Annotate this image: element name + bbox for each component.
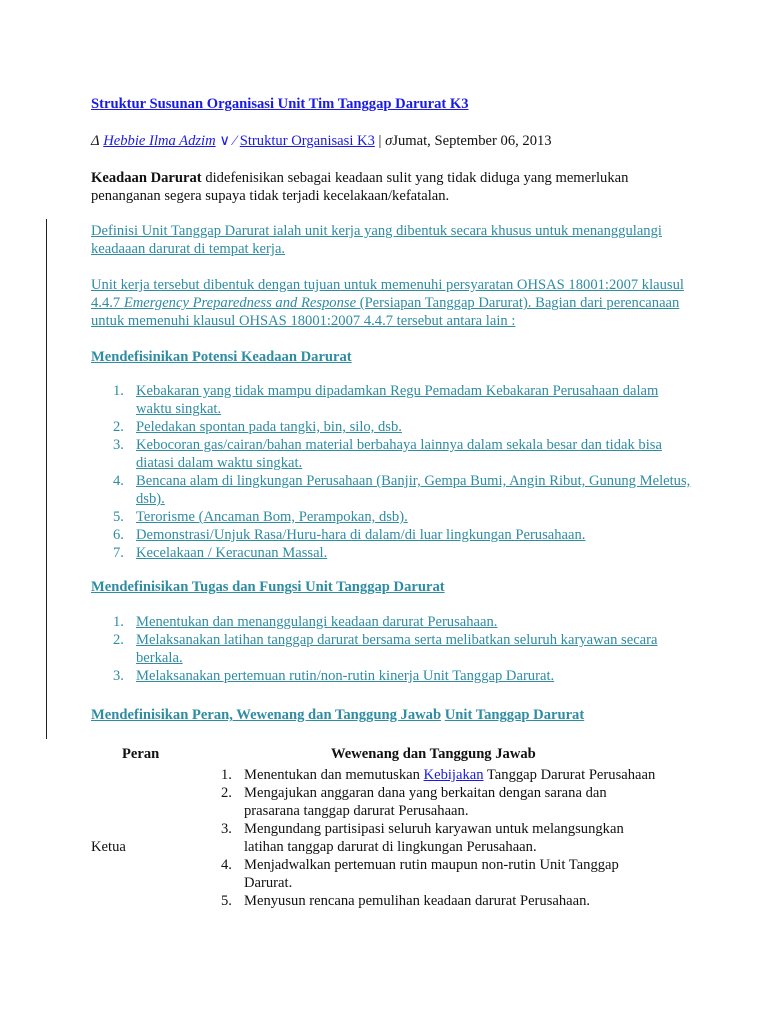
list-item[interactable] (91, 631, 691, 667)
list-number: 3. (113, 437, 124, 453)
list-number: 6. (113, 527, 124, 543)
list-item-link[interactable]: Melaksanakan pertemuan rutin/non-rutin kinerja Unit Tanggap Darurat. (136, 668, 555, 684)
list-item[interactable] (91, 472, 691, 508)
post-date: Jumat, September 06, 2013 (392, 133, 552, 149)
table-header-wewenang: Wewenang dan Tanggung Jawab (331, 746, 536, 762)
duty-text: Menyusun rencana pemulihan keadaan darurat Perusahaan. (244, 893, 591, 909)
category-icon: ∨ ⁄ (219, 133, 237, 149)
list-item-link[interactable]: Menentukan dan menanggulangi keadaan darurat Perusahaan. (136, 614, 498, 630)
purpose-text-after: (Persiapan Tanggap Darurat). Bagian dari perencanaan untuk memenuhi klausul OHSAS 18001:2007 4.4.7 tersebut antara lain : (91, 295, 680, 329)
tugas-list (91, 613, 691, 685)
intro-text: didefenisikan sebagai keadaan sulit yang tidak diduga yang memerlukan penanganan segera supaya tidak terjadi kecelakaan/kefatalan. (91, 170, 629, 204)
article-meta (91, 132, 691, 150)
purpose-text-italic: Emergency Preparedness and Response (123, 295, 357, 311)
duty-item (200, 892, 660, 910)
list-number: 1. (113, 383, 124, 399)
duty-number: 1. (221, 767, 232, 783)
section-heading-peran (91, 706, 691, 724)
table-header-peran: Peran (122, 746, 160, 762)
duty-text: Menjadwalkan pertemuan rutin maupun non-rutin Unit Tanggap Darurat. (244, 857, 619, 891)
duty-item (200, 766, 660, 784)
duty-item (200, 820, 660, 856)
list-item[interactable] (91, 508, 691, 526)
list-number: 5. (113, 509, 124, 525)
duty-text: Mengajukan anggaran dana yang berkaitan dengan sarana dan prasarana tanggap darurat Perusahaan. (244, 785, 607, 819)
date-icon: σ (385, 133, 393, 149)
duties-list (200, 766, 660, 910)
category-link[interactable]: Struktur Organisasi K3 (239, 133, 375, 149)
section-heading-peran-link[interactable]: Mendefinisikan Peran, Wewenang dan Tanggung Jawab (91, 707, 442, 723)
list-item[interactable] (91, 526, 691, 544)
list-item[interactable] (91, 418, 691, 436)
list-item-link[interactable]: Bencana alam di lingkungan Perusahaan (Banjir, Gempa Bumi, Angin Ribut, Gunung Meletus, dsb). (136, 473, 691, 507)
duty-text-after: Tanggap Darurat Perusahaan (483, 767, 656, 783)
duty-item (200, 856, 660, 892)
list-number: 4. (113, 473, 124, 489)
list-item-link[interactable]: Terorisme (Ancaman Bom, Perampokan, dsb). (136, 509, 408, 525)
intro-term: Keadaan Darurat (91, 170, 202, 186)
duty-number: 3. (221, 821, 232, 837)
potensi-list (91, 382, 691, 562)
list-item-link[interactable]: Melaksanakan latihan tanggap darurat bersama serta melibatkan seluruh karyawan secara berkala. (136, 632, 658, 666)
list-item[interactable] (91, 436, 691, 472)
list-number: 2. (113, 632, 124, 648)
kebijakan-link[interactable]: Kebijakan (423, 767, 484, 783)
intro-paragraph (91, 169, 691, 205)
duty-text: Menentukan dan memutuskan (244, 767, 424, 783)
list-number: 7. (113, 545, 124, 561)
definition-link[interactable]: Definisi Unit Tanggap Darurat ialah unit kerja yang dibentuk secara khusus untuk menanggulangi keadaaan darurat di tempat kerja. (91, 223, 662, 257)
duty-item (200, 784, 660, 820)
table-role-ketua: Ketua (91, 839, 126, 855)
list-item[interactable] (91, 613, 691, 631)
list-item-link[interactable]: Peledakan spontan pada tangki, bin, silo, dsb. (136, 419, 402, 435)
list-item[interactable] (91, 382, 691, 418)
list-item[interactable] (91, 544, 691, 562)
duty-text: Mengundang partisipasi seluruh karyawan untuk melangsungkan latihan tanggap darurat di lingkungan Perusahaan. (244, 821, 624, 855)
list-number: 1. (113, 614, 124, 630)
margin-rule (46, 219, 47, 739)
section-heading-potensi[interactable]: Mendefisinikan Potensi Keadaan Darurat (91, 349, 352, 365)
list-item-link[interactable]: Kebocoran gas/cairan/bahan material berbahaya lainnya dalam sekala besar dan tidak bisa diatasi dalam waktu singkat. (136, 437, 662, 471)
purpose-text-before: Unit kerja tersebut dibentuk dengan tujuan untuk memenuhi persyaratan OHSAS 18001:2007 klausul 4.4.7 (91, 277, 684, 311)
article-title-link[interactable]: Struktur Susunan Organisasi Unit Tim Tanggap Darurat K3 (91, 96, 469, 112)
author-link[interactable]: Hebbie Ilma Adzim (103, 133, 216, 149)
list-number: 3. (113, 668, 124, 684)
author-icon: Δ (91, 133, 100, 149)
meta-separator: | (378, 133, 382, 149)
section-heading-tugas[interactable]: Mendefinisikan Tugas dan Fungsi Unit Tanggap Darurat (91, 579, 445, 595)
list-item-link[interactable]: Kebakaran yang tidak mampu dipadamkan Regu Pemadam Kebakaran Perusahaan dalam waktu singkat. (136, 383, 659, 417)
list-item[interactable] (91, 667, 691, 685)
purpose-link[interactable] (91, 276, 691, 330)
list-item-link[interactable]: Demonstrasi/Unjuk Rasa/Huru-hara di dalam/di luar lingkungan Perusahaan. (136, 527, 586, 543)
unit-tanggap-darurat-link[interactable]: Unit Tanggap Darurat (444, 707, 585, 723)
duty-number: 4. (221, 857, 232, 873)
duty-number: 5. (221, 893, 232, 909)
duty-number: 2. (221, 785, 232, 801)
list-item-link[interactable]: Kecelakaan / Keracunan Massal. (136, 545, 328, 561)
list-number: 2. (113, 419, 124, 435)
